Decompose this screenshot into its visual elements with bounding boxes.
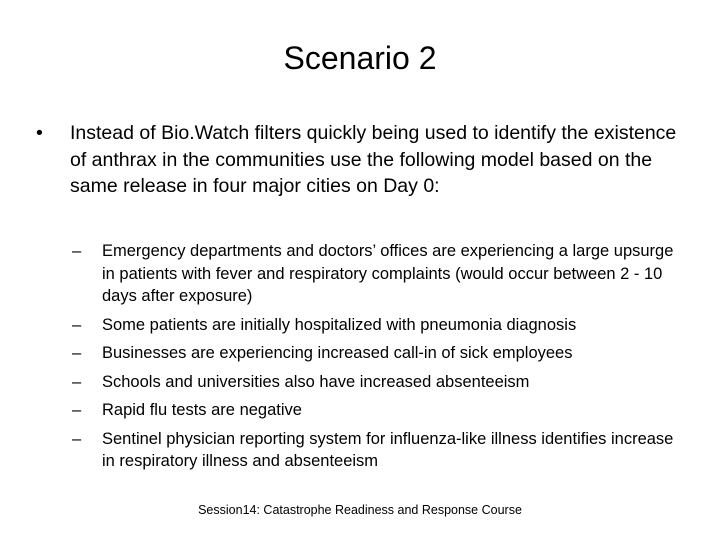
dash-marker: – [72,372,82,391]
sub-bullet-item [72,240,687,308]
main-bullet-text: Instead of Bio.Watch filters quickly being used to identify the existence of anthrax in the communities use the following model based on the same release in four major cities on Day 0: [70,122,677,197]
sub-bullet-item [72,428,687,473]
sub-bullet-text: Rapid flu tests are negative [102,401,302,419]
dash-marker: – [72,344,82,362]
sub-bullet-text: Schools and universities also have increased absenteeism [102,372,530,391]
sub-bullet-text: Emergency departments and doctors’ offices are experiencing a large upsurge in patients with fever and respiratory complaints (would occur between 2 - 10 days after exposure) [102,242,674,305]
sub-bullet-text: Some patients are initially hospitalized with pneumonia diagnosis [102,315,577,334]
dash-marker: – [72,315,82,334]
dash-marker: – [72,429,82,448]
sub-bullet-item [72,342,687,365]
sub-bullet-item [72,314,687,337]
slide-title: Scenario 2 [283,40,437,76]
sub-bullet-text: Businesses are experiencing increased call-in of sick employees [102,344,573,362]
main-bullet [36,120,686,200]
sub-bullet-list [72,240,687,479]
dash-marker: – [72,401,82,419]
bullet-marker: • [36,122,43,144]
dash-marker: – [72,242,82,260]
sub-bullet-text: Sentinel physician reporting system for influenza-like illness identifies increase in respiratory illness and absenteeism [102,429,674,470]
sub-bullet-item [72,399,687,422]
slide-footer: Session14: Catastrophe Readiness and Response Course [198,503,522,517]
sub-bullet-item [72,371,687,394]
